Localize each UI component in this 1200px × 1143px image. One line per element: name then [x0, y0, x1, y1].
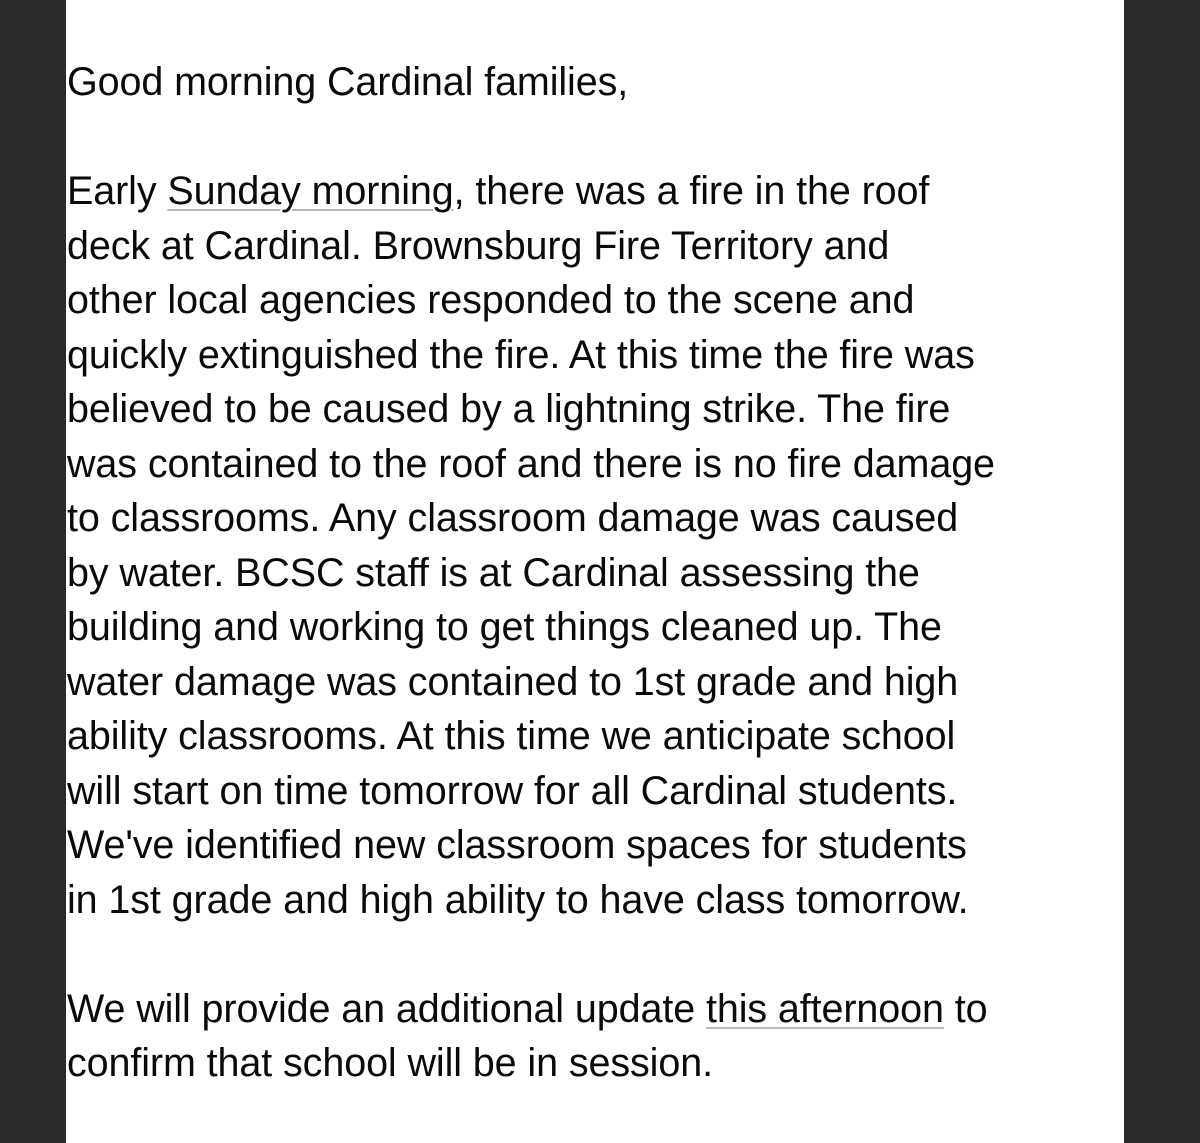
paragraph-line: ability classrooms. At this time we anticipate school: [67, 714, 956, 758]
paragraph-line: deck at Cardinal. Brownsburg Fire Territory and: [67, 223, 890, 268]
greeting-line: Good morning Cardinal families,: [67, 60, 629, 104]
left-dark-margin: [0, 0, 66, 1143]
paragraph-line: water damage was contained to 1st grade and high: [67, 659, 959, 704]
text-run: to: [943, 986, 988, 1031]
paragraph-line: confirm that school will be in session.: [67, 1041, 713, 1085]
paragraph-line: quickly extinguished the fire. At this time the fire was: [67, 332, 975, 377]
right-dark-margin: [1124, 0, 1200, 1143]
blank-line: [67, 927, 1129, 982]
date-link-sunday-morning[interactable]: Sunday morning: [167, 169, 454, 213]
paragraph-line: will start on time tomorrow for all Cardinal students.: [67, 768, 958, 813]
paragraph-line: other local agencies responded to the scene and: [67, 278, 915, 322]
paragraph-line: We've identified new classroom spaces for students: [67, 823, 967, 867]
blank-line: [67, 110, 1129, 165]
paragraph-line: building and working to get things cleaned up. The: [67, 605, 942, 649]
paragraph-line: [67, 982, 1129, 1037]
text-run: We will provide an additional update: [67, 986, 706, 1031]
paragraph-line: was contained to the roof and there is no fire damage: [67, 441, 995, 486]
paragraph-line: [67, 164, 1129, 219]
paragraph-line: in 1st grade and high ability to have class tomorrow.: [67, 877, 969, 922]
paragraph-line: believed to be caused by a lightning strike. The fire: [67, 387, 951, 431]
paragraph-line: to classrooms. Any classroom damage was caused: [67, 496, 959, 540]
paragraph-followup: [67, 982, 1129, 1091]
email-body: [67, 55, 1129, 1091]
text-run: , there was a fire in the roof: [453, 169, 930, 213]
paragraph-line: by water. BCSC staff is at Cardinal assessing the: [67, 550, 920, 595]
text-run: Early: [67, 169, 168, 213]
paragraph-fire-update: [67, 164, 1129, 927]
date-link-this-afternoon[interactable]: this afternoon: [705, 986, 944, 1031]
